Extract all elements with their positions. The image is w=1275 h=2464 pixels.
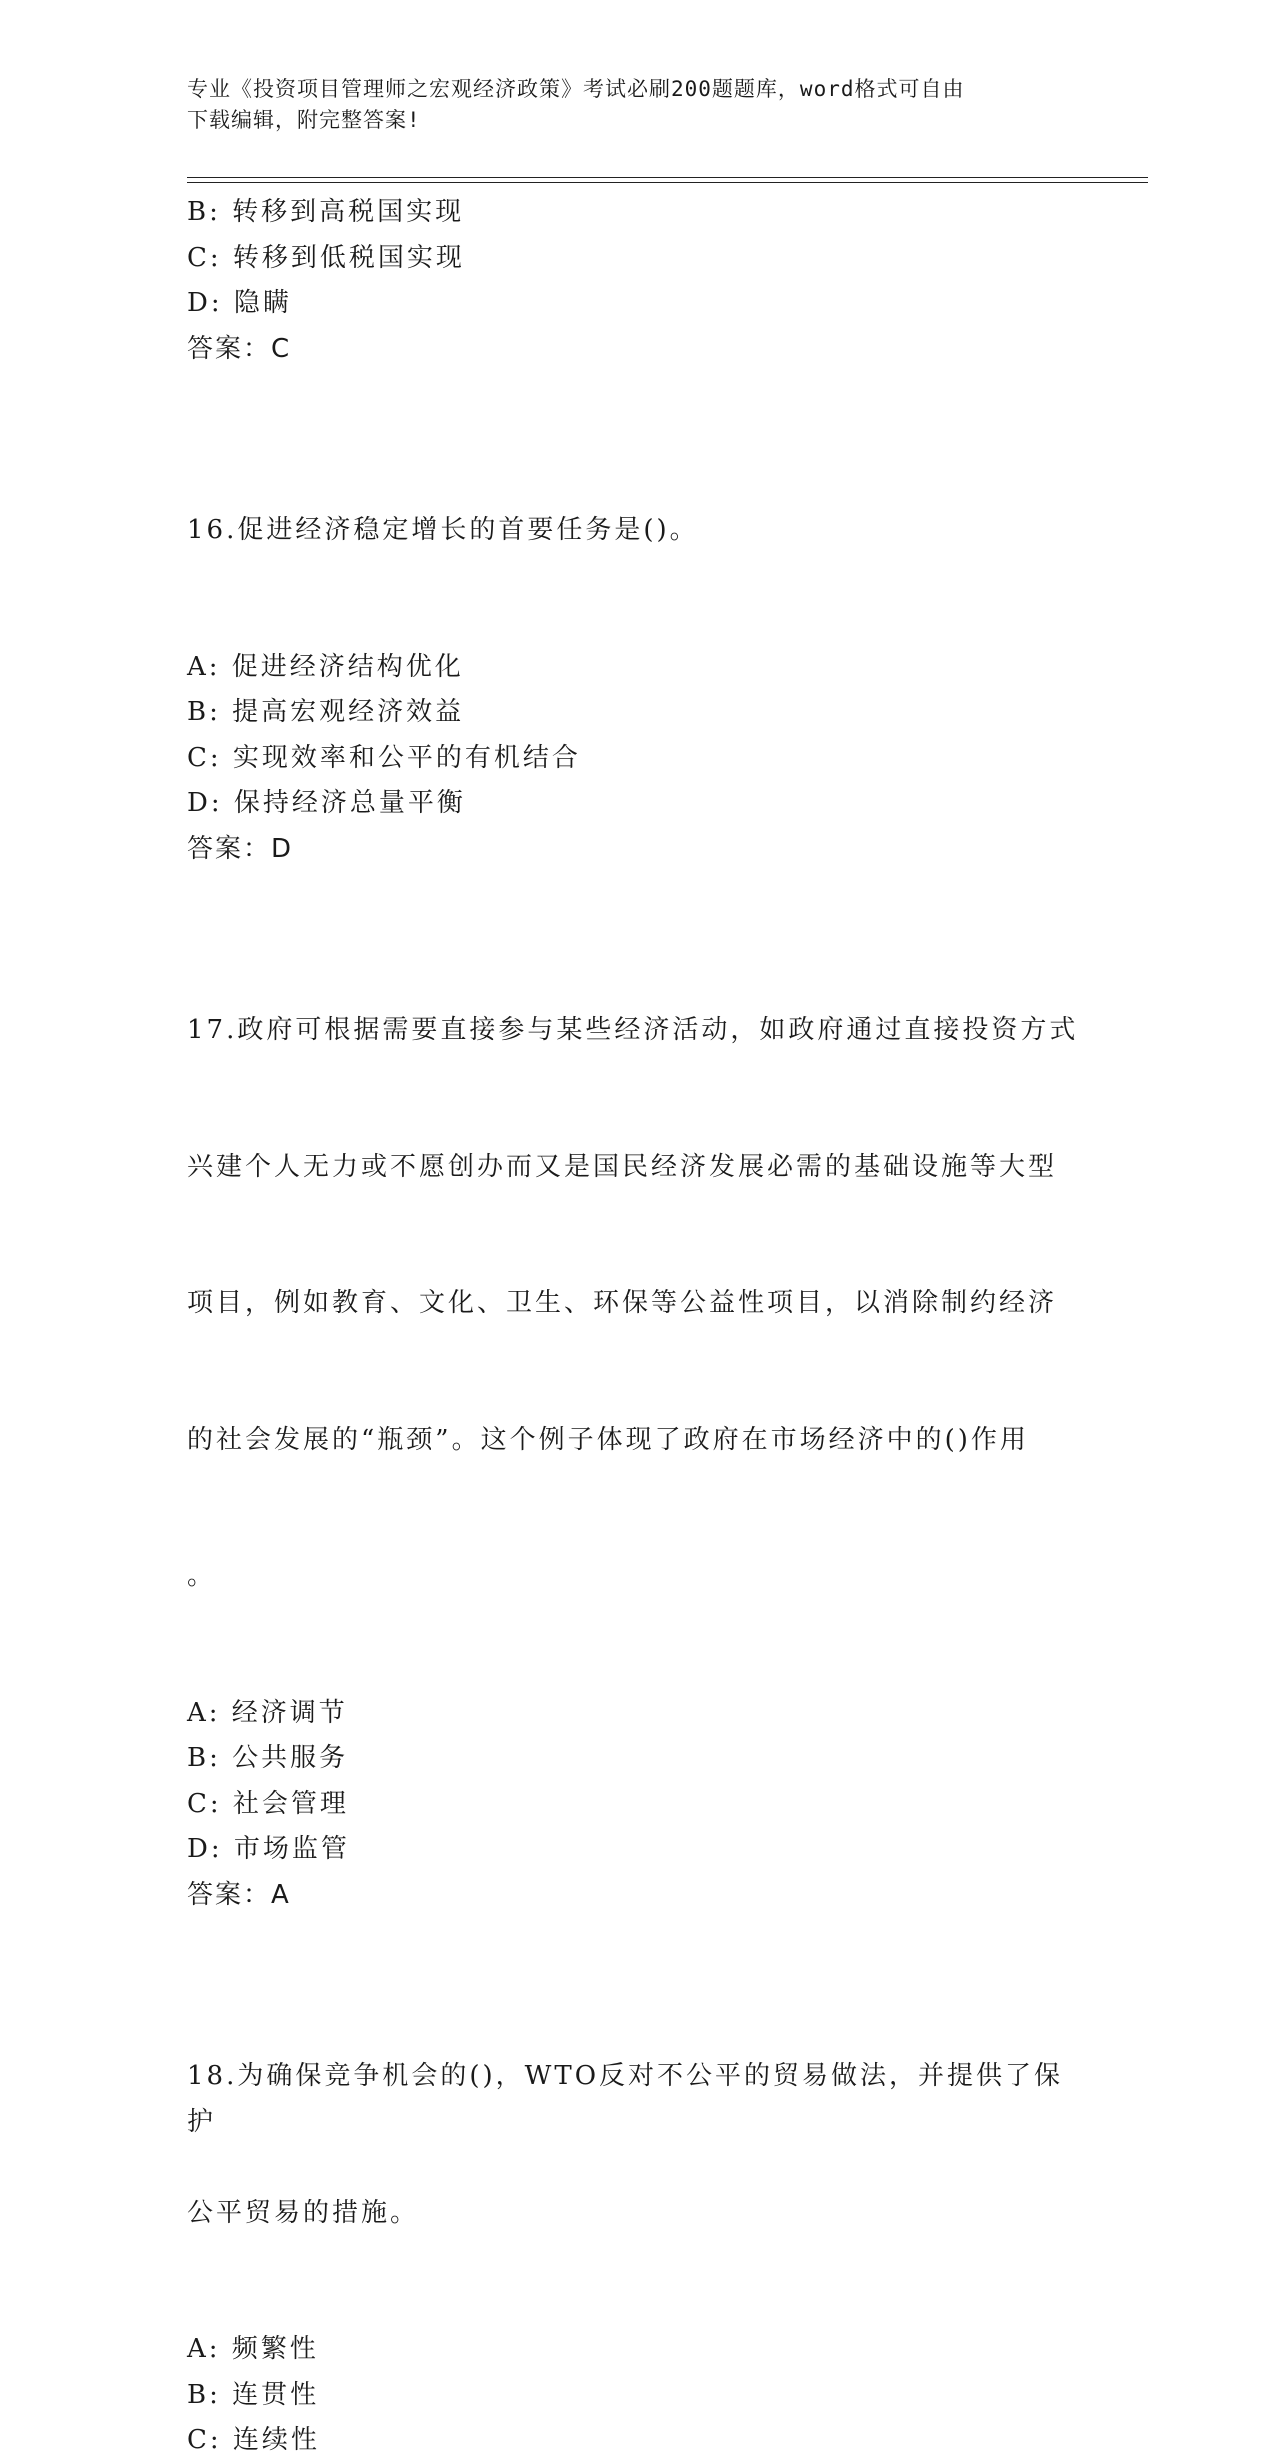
stem-line: 的社会发展的“瓶颈”。这个例子体现了政府在市场经济中的()作用 [187,1424,1029,1455]
option-b: B: 提高宏观经济效益 [187,697,465,727]
option-d: D: 保持经济总量平衡 [187,788,466,818]
header-line-2: 下载编辑，附完整答案! [187,108,421,132]
option-b: B: 转移到高税国实现 [187,197,465,227]
option-b: B: 连贯性 [187,2379,320,2410]
option-a: A: 经济调节 [187,1697,348,1728]
answer: 答案：A [187,1879,291,1910]
stem-line: 公平贸易的措施。 [187,2197,420,2228]
stem-line: 兴建个人无力或不愿创办而又是国民经济发展必需的基础设施等大型 [187,1151,1058,1182]
question-17 [187,917,1087,1918]
question-18 [187,1963,1087,2464]
option-c: C: 社会管理 [187,1788,349,1819]
answer: 答案：C [187,333,292,364]
option-c: C: 转移到低税国实现 [187,242,465,273]
option-c: C: 实现效率和公平的有机结合 [187,742,581,773]
header-divider-top [187,177,1148,178]
stem-line: 。 [187,1561,217,1591]
header-line-1: 专业《投资项目管理师之宏观经济政策》考试必刷200题题库，word格式可自由 [187,77,965,101]
option-b: B: 公共服务 [187,1743,349,1773]
question-list [187,190,1087,2464]
question-stem [187,417,1087,645]
option-c: C: 连续性 [187,2425,320,2455]
option-d: D: 市场监管 [187,1834,350,1864]
stem-line: 项目，例如教育、文化、卫生、环保等公益性项目，以消除制约经济 [187,1288,1058,1318]
answer: 答案：D [187,833,294,864]
stem-line: 18.为确保竞争机会的()，WTO反对不公平的贸易做法，并提供了保护 [187,2061,1064,2137]
question-16 [187,417,1087,872]
document-header [187,74,1087,136]
stem-line: 16.促进经济稳定增长的首要任务是()。 [187,515,699,545]
question-stem [187,917,1087,1691]
option-a: A: 促进经济结构优化 [187,651,464,682]
option-d: D: 隐瞒 [187,288,292,318]
header-divider-bottom [187,182,1148,183]
question-stem [187,1963,1087,2327]
option-a: A: 频繁性 [187,2334,319,2364]
stem-line: 17.政府可根据需要直接参与某些经济活动，如政府通过直接投资方式 [187,1015,1079,1045]
question-15 [187,190,1087,372]
